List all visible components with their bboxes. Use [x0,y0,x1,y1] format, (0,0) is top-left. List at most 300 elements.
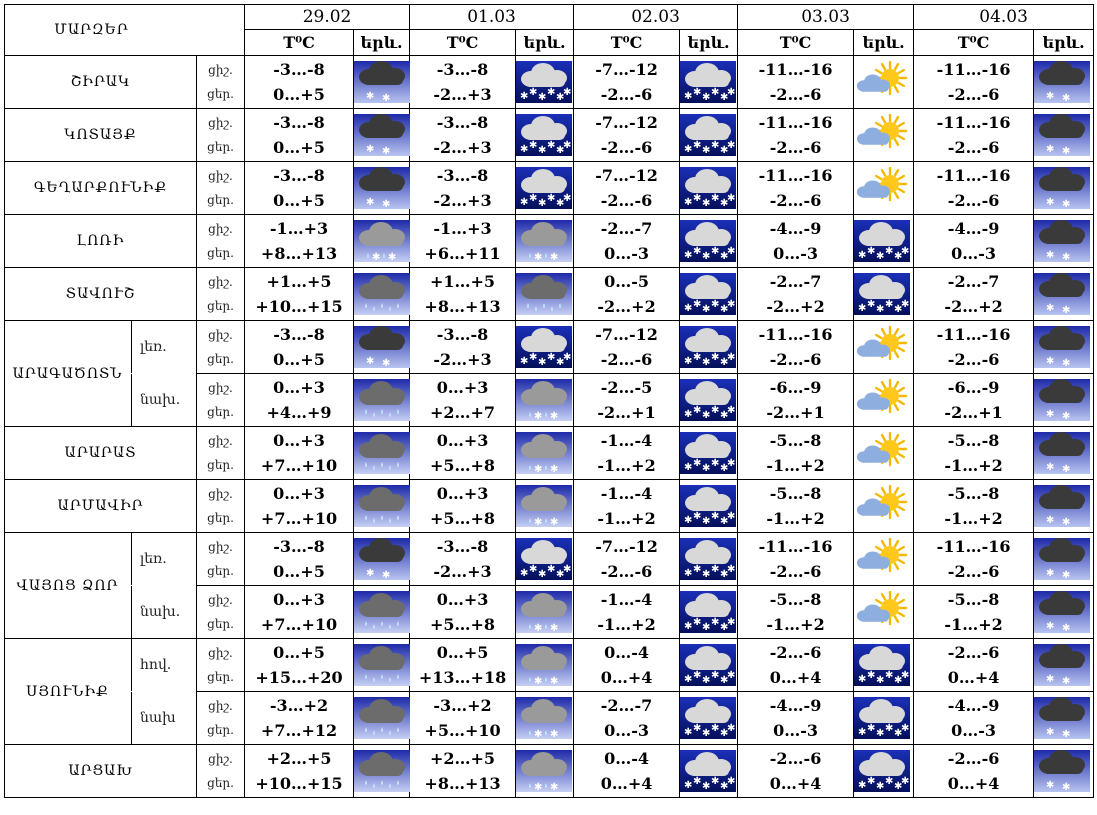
svg-text:✱: ✱ [727,246,736,257]
temp-range-day: -5…-8 [769,484,822,503]
weather-cell [854,480,914,533]
temp-range-night: +8…+13 [424,297,501,316]
temp-range-night: -2…-6 [600,138,653,157]
svg-text:✱: ✱ [684,568,693,579]
heavy-snow-icon [680,485,737,527]
time-label [140,533,245,586]
svg-text:✱: ✱ [547,564,556,575]
svg-text:✱: ✱ [556,357,565,368]
svg-text:✱: ✱ [1062,358,1071,368]
svg-text:✱: ✱ [1062,305,1071,315]
sleet-icon [354,220,409,262]
weather-cell [680,162,738,215]
svg-text:✱: ✱ [1062,252,1071,262]
temp-range-night: +10…+15 [255,297,343,316]
weather-cell [516,109,574,162]
temperature-cell [914,745,1034,798]
temperature-cell [914,692,1034,745]
heavy-snow-icon [680,432,737,474]
temp-range-night: +7…+12 [260,721,338,740]
header-regions-label: ՄԱՐԶԵՐ [5,5,245,56]
svg-text:✱: ✱ [1046,780,1055,791]
temp-range-night: -2…+1 [766,403,825,422]
temp-range-night: 0…+5 [273,85,325,104]
snow-dark-icon [354,61,409,103]
temperature-cell [574,56,680,109]
time-label-day: ցիշ. [208,63,233,77]
weather-cell [1034,374,1094,427]
weather-cell [1034,480,1094,533]
time-label-day: ցիշ. [208,116,233,130]
weather-cell [354,374,410,427]
svg-text:✱: ✱ [702,569,711,580]
temp-range-day: -5…-8 [769,431,822,450]
svg-text:✱: ✱ [693,511,702,522]
svg-text:✱: ✱ [550,464,559,474]
temp-range-night: +5…+10 [424,721,501,740]
snow-dark-icon [1034,379,1093,421]
temp-range-night: -2…+1 [597,403,656,422]
svg-text:✱: ✱ [520,197,529,208]
temp-range-day: -7…-12 [595,537,658,556]
time-label-day: ցիշ. [208,646,233,660]
temp-range-night: +4…+9 [266,403,332,422]
weather-cell [854,745,914,798]
svg-text:✱: ✱ [534,676,543,686]
svg-text:✱: ✱ [372,252,381,262]
weather-cell [354,162,410,215]
sun-cloud-icon [854,538,913,580]
weather-cell [516,480,574,533]
weather-cell [854,56,914,109]
header-temp-label: T⁰C [245,30,354,56]
svg-text:✱: ✱ [693,352,702,363]
svg-text:✱: ✱ [867,246,876,257]
snow-dark-icon [354,538,409,580]
heavy-snow-icon [680,750,737,792]
weather-cell [854,268,914,321]
temp-range-day: -11…-16 [936,113,1011,132]
weather-cell [516,374,574,427]
temperature-cell [410,374,516,427]
weather-cell [680,480,738,533]
temp-range-night: +13…+18 [418,668,507,687]
temp-range-night: -2…+3 [433,562,492,581]
svg-text:✱: ✱ [720,569,729,580]
svg-text:✱: ✱ [550,782,559,792]
svg-text:✱: ✱ [547,87,556,98]
snow-dark-icon [1034,538,1093,580]
svg-text:✱: ✱ [885,723,894,734]
snow-dark-icon [1034,432,1093,474]
svg-text:✱: ✱ [550,729,559,739]
temperature-cell [914,427,1034,480]
temp-range-night: 0…-3 [951,721,997,740]
weather-cell [354,56,410,109]
temp-range-day: 0…+3 [436,484,489,503]
temp-range-day: 0…+3 [273,378,325,397]
header-weather-label: երև. [354,30,410,56]
snow-dark-icon [1034,167,1093,209]
temp-range-day: -11…-16 [758,537,833,556]
svg-text:✱: ✱ [538,145,547,156]
subzone-label: լեռ. [131,321,191,373]
region-row [5,268,1094,321]
svg-text:✱: ✱ [693,299,702,310]
svg-text:✱: ✱ [901,670,910,681]
weather-cell [854,533,914,586]
sun-cloud-icon [854,432,913,474]
svg-text:✱: ✱ [720,357,729,368]
heavy-snow-icon [680,220,737,262]
header-date: 01.03 [410,5,574,30]
weather-cell [354,215,410,268]
svg-text:✱: ✱ [720,781,729,792]
region-row [5,109,1094,162]
temperature-cell [738,109,854,162]
svg-text:✱: ✱ [534,411,543,421]
temp-range-day: -2…-7 [769,272,822,291]
sleet-icon [516,591,573,633]
svg-text:✱: ✱ [550,623,559,633]
temp-range-night: 0…-3 [951,244,997,263]
heavy-snow-icon [680,379,737,421]
svg-text:✱: ✱ [684,674,693,685]
temperature-cell [738,692,854,745]
temp-range-night: -1…+2 [766,456,825,475]
header-date: 29.02 [245,5,410,30]
temperature-cell [914,162,1034,215]
region-name: ԱՐՄԱՎԻՐ [5,480,197,533]
svg-text:✱: ✱ [550,676,559,686]
svg-text:✱: ✱ [711,617,720,628]
svg-text:✱: ✱ [366,568,375,579]
weather-cell [680,321,738,374]
heavy-snow-icon [680,61,737,103]
temp-range-night: +10…+15 [255,774,343,793]
time-label-day: ցիշ. [208,328,233,342]
svg-text:✱: ✱ [534,252,543,262]
svg-text:✱: ✱ [693,723,702,734]
weather-cell [854,109,914,162]
svg-text:✱: ✱ [534,517,543,527]
temperature-cell [574,215,680,268]
header-date: 03.03 [738,5,914,30]
svg-text:✱: ✱ [711,405,720,416]
temp-range-night: -2…-6 [947,138,1000,157]
svg-text:✱: ✱ [702,675,711,686]
temp-range-night: -2…-6 [947,191,1000,210]
svg-text:✱: ✱ [1062,782,1071,792]
time-label-day: ցիշ. [208,540,233,554]
temperature-cell [738,162,854,215]
svg-text:✱: ✱ [720,198,729,209]
svg-text:✱: ✱ [720,304,729,315]
svg-text:✱: ✱ [894,675,903,686]
svg-text:✱: ✱ [711,670,720,681]
header-temp-label: T⁰C [574,30,680,56]
header-weather-label: երև. [516,30,574,56]
temp-range-night: +15…+20 [255,668,343,687]
region-name: ԱՐԱՐԱՏ [5,427,197,480]
time-label-day: ցիշ. [208,593,233,607]
temperature-cell [410,321,516,374]
svg-text:✱: ✱ [382,199,391,209]
svg-text:✱: ✱ [547,352,556,363]
svg-text:✱: ✱ [727,87,736,98]
time-label-night: ցեր. [207,299,234,313]
temp-range-night: 0…+4 [600,774,653,793]
svg-text:✱: ✱ [1062,146,1071,156]
temp-range-night: 0…+5 [273,562,325,581]
forecast-table [4,4,1094,798]
svg-text:✱: ✱ [529,140,538,151]
snow-dark-icon [354,114,409,156]
temp-range-night: -1…+2 [597,456,656,475]
weather-cell [354,268,410,321]
temp-range-night: 0…+4 [769,668,822,687]
svg-text:✱: ✱ [876,781,885,792]
svg-text:✱: ✱ [1046,568,1055,579]
temperature-cell [738,480,854,533]
temperature-cell [410,427,516,480]
temp-range-day: -11…-16 [758,60,833,79]
temperature-cell [245,427,354,480]
time-label-night: ցեր. [207,511,234,525]
svg-text:✱: ✱ [858,727,867,738]
weather-cell [1034,56,1094,109]
temp-range-night: -2…-6 [769,191,822,210]
time-label-day: ցիշ. [208,752,233,766]
svg-text:✱: ✱ [684,462,693,473]
svg-text:✱: ✱ [1046,621,1055,632]
svg-text:✱: ✱ [885,776,894,787]
temperature-cell [245,745,354,798]
rain-icon [354,379,409,421]
temperature-cell [574,321,680,374]
weather-cell [680,692,738,745]
weather-cell [354,639,410,692]
temp-range-night: -1…+2 [766,509,825,528]
weather-cell [1034,586,1094,639]
sun-cloud-icon [854,114,913,156]
time-label [197,215,245,268]
svg-text:✱: ✱ [1062,411,1071,421]
temperature-cell [245,480,354,533]
time-label-night: ցեր. [207,246,234,260]
temp-range-night: 0…+4 [769,774,822,793]
temp-range-day: 0…+5 [273,643,325,662]
temp-range-day: -3…-8 [436,325,489,344]
svg-text:✱: ✱ [684,91,693,102]
weather-cell [516,268,574,321]
temp-range-night: -2…+3 [433,138,492,157]
rain-icon [354,697,409,739]
temperature-cell [574,745,680,798]
temperature-cell [410,215,516,268]
weather-cell [680,109,738,162]
svg-text:✱: ✱ [727,511,736,522]
svg-text:✱: ✱ [1046,727,1055,738]
weather-cell [354,480,410,533]
region-row [5,745,1094,798]
header-weather-label: երև. [854,30,914,56]
svg-text:✱: ✱ [711,458,720,469]
header-weather-label: երև. [680,30,738,56]
temperature-cell [738,586,854,639]
heavy-snow-icon [680,114,737,156]
temp-range-day: -4…-9 [769,696,822,715]
svg-text:✱: ✱ [684,780,693,791]
temperature-cell [245,162,354,215]
svg-text:✱: ✱ [529,564,538,575]
svg-text:✱: ✱ [520,356,529,367]
temp-range-day: 0…+3 [436,378,489,397]
weather-cell [680,639,738,692]
heavy-snow-icon [516,326,573,368]
temperature-cell [410,639,516,692]
temp-range-night: -2…+2 [944,297,1003,316]
temp-range-day: -11…-16 [936,166,1011,185]
temp-range-day: -3…-8 [273,166,325,185]
rain-icon [354,432,409,474]
rain-icon [354,591,409,633]
temp-range-day: -3…-8 [273,537,325,556]
region-row [5,586,1094,639]
sleet-icon [516,379,573,421]
subzone-label: նախ. [131,586,191,638]
svg-text:✱: ✱ [711,140,720,151]
sleet-icon [516,220,573,262]
header-weather-label: երև. [1034,30,1094,56]
svg-text:✱: ✱ [711,564,720,575]
svg-text:✱: ✱ [858,250,867,261]
heavy-snow-icon [854,697,913,739]
svg-text:✱: ✱ [382,570,391,580]
region-name: ՇԻՐԱԿ [5,56,197,109]
sun-cloud-icon [854,591,913,633]
svg-text:✱: ✱ [867,299,876,310]
temp-range-day: -1…+3 [269,219,329,238]
temp-range-day: -2…-7 [600,219,653,238]
sun-cloud-icon [854,485,913,527]
svg-text:✱: ✱ [711,87,720,98]
weather-cell [1034,639,1094,692]
temp-range-day: -1…-4 [600,590,653,609]
time-label [197,56,245,109]
svg-text:✱: ✱ [1046,515,1055,526]
temp-range-day: 0…-5 [604,272,649,291]
weather-cell [516,162,574,215]
temp-range-day: -2…-6 [947,749,1000,768]
time-label [140,374,245,427]
temperature-cell [914,321,1034,374]
svg-text:✱: ✱ [711,299,720,310]
temperature-cell [410,533,516,586]
time-label-night: ցեր. [207,405,234,419]
temp-range-day: -2…-7 [947,272,1000,291]
rain-icon [516,273,573,315]
temp-range-day: -2…-7 [600,696,653,715]
temp-range-night: 0…+4 [947,774,1000,793]
header-temp-label: T⁰C [914,30,1034,56]
time-label [197,268,245,321]
svg-text:✱: ✱ [720,92,729,103]
temperature-cell [738,215,854,268]
svg-text:✱: ✱ [529,193,538,204]
time-label [197,109,245,162]
temp-range-night: -2…-6 [600,191,653,210]
temperature-cell [914,374,1034,427]
temp-range-day: 0…+3 [436,590,489,609]
heavy-snow-icon [680,167,737,209]
region-row [5,427,1094,480]
svg-text:✱: ✱ [538,92,547,103]
temp-range-day: 0…+3 [273,484,325,503]
svg-text:✱: ✱ [702,410,711,421]
svg-text:✱: ✱ [901,299,910,310]
svg-text:✱: ✱ [563,564,572,575]
time-label-night: ցեր. [207,193,234,207]
region-name: ԱՐՑԱԽ [5,745,197,798]
weather-cell [854,639,914,692]
temp-range-day: 0…+5 [436,643,489,662]
temp-range-night: 0…+5 [273,138,325,157]
svg-text:✱: ✱ [876,728,885,739]
temp-range-day: -4…-9 [769,219,822,238]
svg-text:✱: ✱ [867,776,876,787]
weather-cell [854,427,914,480]
svg-text:✱: ✱ [563,140,572,151]
svg-text:✱: ✱ [702,198,711,209]
svg-text:✱: ✱ [720,728,729,739]
temperature-cell [410,745,516,798]
temperature-cell [574,639,680,692]
time-label-day: ցիշ. [208,699,233,713]
temp-range-day: -11…-16 [936,325,1011,344]
svg-text:✱: ✱ [563,87,572,98]
time-label-night: ցեր. [207,776,234,790]
temp-range-night: -1…+2 [766,615,825,634]
svg-text:✱: ✱ [858,780,867,791]
header-temp-label: T⁰C [410,30,516,56]
svg-text:✱: ✱ [550,411,559,421]
time-label [140,692,245,745]
svg-text:✱: ✱ [720,145,729,156]
svg-text:✱: ✱ [702,357,711,368]
svg-text:✱: ✱ [720,516,729,527]
sun-cloud-icon [854,326,913,368]
weather-cell [1034,692,1094,745]
svg-text:✱: ✱ [1046,250,1055,261]
svg-text:✱: ✱ [1062,676,1071,686]
heavy-snow-icon [516,114,573,156]
time-label-night: ցեր. [207,564,234,578]
svg-text:✱: ✱ [366,356,375,367]
time-label-day: ցիշ. [208,222,233,236]
temp-range-night: 0…+5 [273,191,325,210]
temperature-cell [738,745,854,798]
weather-cell [854,215,914,268]
svg-text:✱: ✱ [693,140,702,151]
weather-cell [1034,268,1094,321]
temp-range-night: +5…+8 [429,509,496,528]
temperature-cell [245,639,354,692]
temp-range-day: -3…-8 [273,325,325,344]
temp-range-day: -5…-8 [947,590,1000,609]
temp-range-night: +7…+10 [260,509,338,528]
time-label-night: ցեր. [207,352,234,366]
